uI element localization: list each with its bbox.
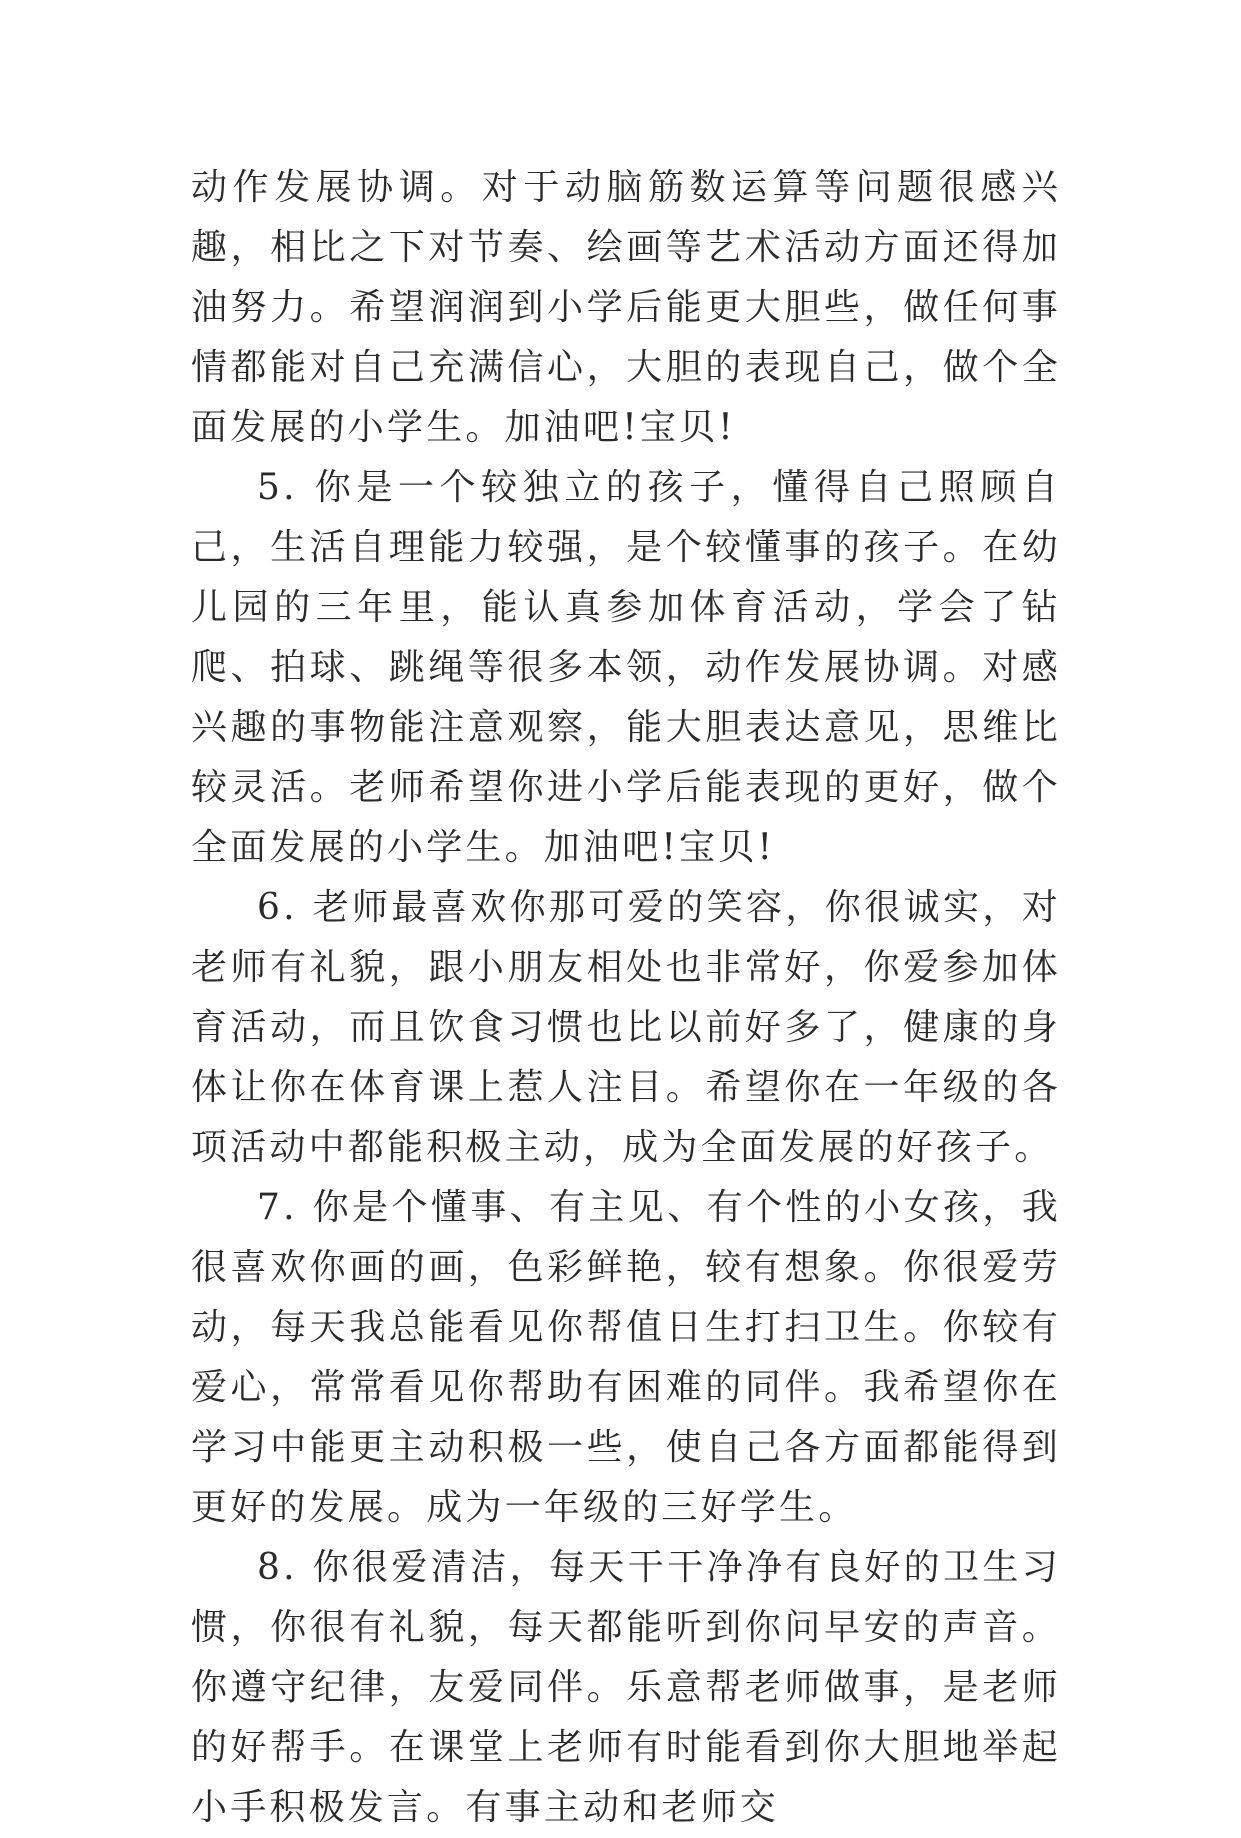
paragraph-8: 8. 你很爱清洁，每天干干净净有良好的卫生习惯，你很有礼貌，每天都能听到你问早安的声音。你遵守纪律，友爱同伴。乐意帮老师做事，是老师的好帮手。在课堂上老师有时能看到你大胆地举起小手积极发言。有事主动和老师交 xyxy=(191,1547,1061,1828)
paragraph-6: 6. 老师最喜欢你那可爱的笑容，你很诚实，对老师有礼貌，跟小朋友相处也非常好，你爱参加体育活动，而且饮食习惯也比以前好多了，健康的身体让你在体育课上惹人注目。希望你在一年级的各项活动中都能积极主动，成为全面发展的好孩子。 xyxy=(191,887,1061,1168)
paragraph-5: 5. 你是一个较独立的孩子，懂得自己照顾自己，生活自理能力较强，是个较懂事的孩子。在幼儿园的三年里，能认真参加体育活动，学会了钻爬、拍球、跳绳等很多本领，动作发展协调。对感兴趣的事物能注意观察，能大胆表达意见，思维比较灵活。老师希望你进小学后能表现的更好，做个全面发展的小学生。加油吧!宝贝! xyxy=(191,467,1061,868)
body-text xyxy=(191,158,1061,1838)
paragraph-7: 7. 你是个懂事、有主见、有个性的小女孩，我很喜欢你画的画，色彩鲜艳，较有想象。你很爱劳动，每天我总能看见你帮值日生打扫卫生。你较有爱心，常常看见你帮助有困难的同伴。我希望你在学习中能更主动积极一些，使自己各方面都能得到更好的发展。成为一年级的三好学生。 xyxy=(191,1187,1061,1528)
paragraph-continued: 动作发展协调。对于动脑筋数运算等问题很感兴趣，相比之下对节奏、绘画等艺术活动方面还得加油努力。希望润润到小学后能更大胆些，做任何事情都能对自己充满信心，大胆的表现自己，做个全面发展的小学生。加油吧!宝贝! xyxy=(191,167,1061,448)
